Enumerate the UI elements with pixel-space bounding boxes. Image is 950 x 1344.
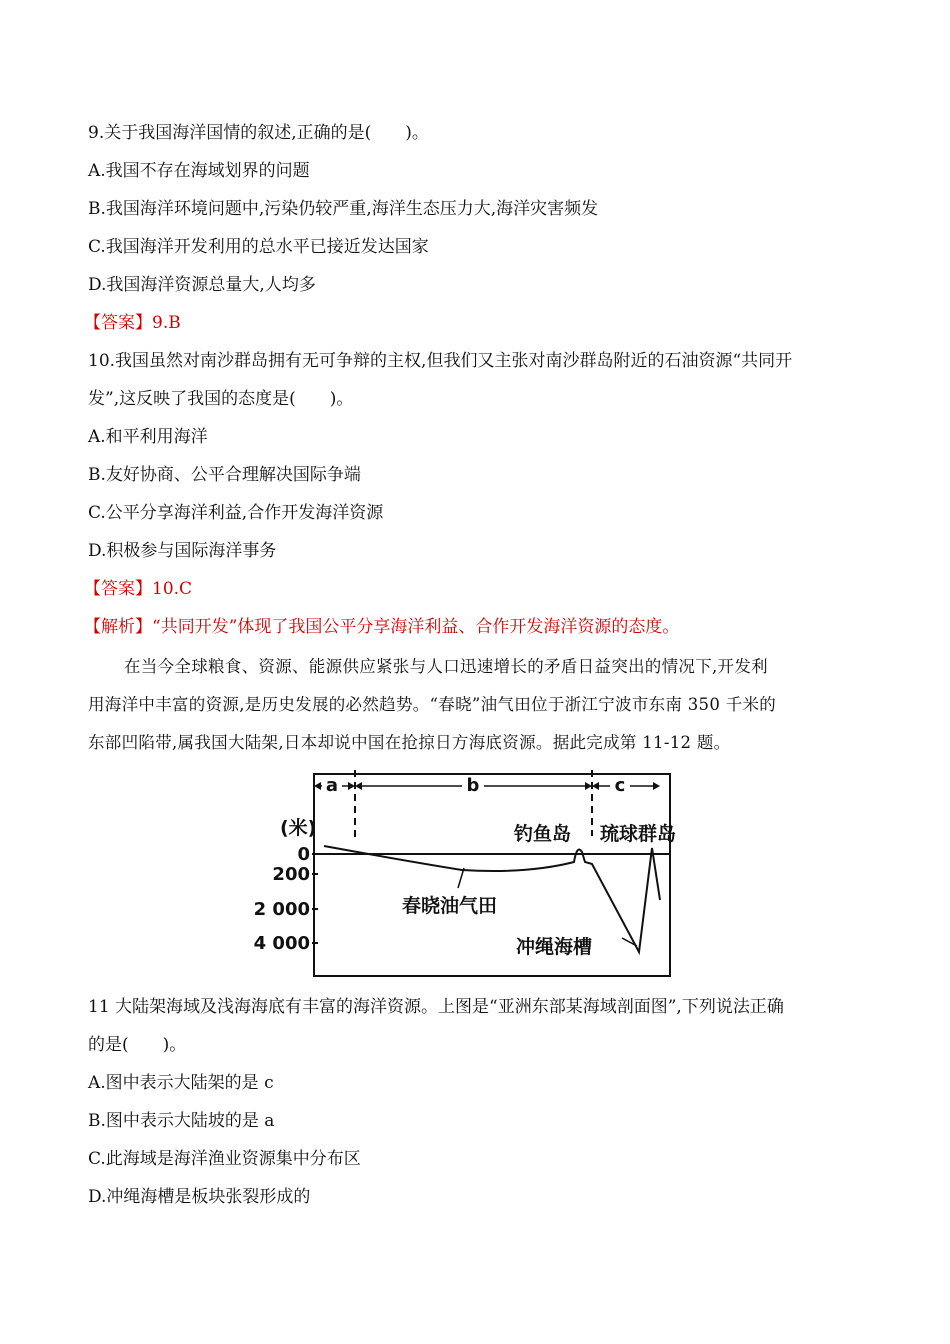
analysis-text: “共同开发”体现了我国公平分享海洋利益、合作开发海洋资源的态度。 [152,617,680,637]
q9-stem: 9.关于我国海洋国情的叙述,正确的是( )。 [88,123,429,143]
unit-label: (米) [280,817,317,839]
ryukyu-label: 琉球群岛 [600,823,677,845]
zone-a-label: a [325,775,339,796]
q10-stem-line2: 发”,这反映了我国的态度是( )。 [88,389,354,409]
q10-analysis [84,616,679,638]
diagram-frame [314,774,670,976]
q11-option-d: D.冲绳海槽是板块张裂形成的 [88,1187,311,1207]
q11-option-a: A.图中表示大陆架的是 c [88,1073,274,1093]
q10-option-c: C.公平分享海洋利益,合作开发海洋资源 [88,503,384,523]
sea-profile-diagram [253,770,677,980]
chunxiao-leader [458,868,464,888]
passage-line2: 用海洋中丰富的资源,是历史发展的必然趋势。“春晓”油气田位于浙江宁波市东南 350 千米的 [88,695,777,714]
q9-option-b: B.我国海洋环境问题中,污染仍较严重,海洋生态压力大,海洋灾害频发 [88,199,599,219]
q11-option-b: B.图中表示大陆坡的是 a [88,1111,275,1131]
zone-b-label: b [466,775,480,796]
q11-stem-line2: 的是( )。 [88,1035,187,1055]
zone-c-label: c [614,775,626,796]
q10-option-b: B.友好协商、公平合理解决国际争端 [88,465,361,485]
answer-tag: 【答案】 [84,579,152,599]
q10-stem-line1: 10.我国虽然对南沙群岛拥有无可争辩的主权,但我们又主张对南沙群岛附近的石油资源“共同开 [88,351,793,371]
passage-line3: 东部凹陷带,属我国大陆架,日本却说中国在抢掠日方海底资源。据此完成第 11-12 题。 [88,733,731,752]
tick-200: 200 [272,864,310,885]
q9-answer [84,312,181,334]
tick-4000: 4 000 [253,933,310,954]
passage-line1: 在当今全球粮食、资源、能源供应紧张与人口迅速增长的矛盾日益突出的情况下,开发利 [124,657,768,676]
analysis-tag: 【解析】 [84,617,152,637]
q11-stem-line1: 11 大陆架海域及浅海海底有丰富的海洋资源。上图是“亚洲东部某海域剖面图”,下列说法正确 [88,997,784,1017]
tick-0: 0 [297,844,310,865]
diaoyu-label: 钓鱼岛 [514,823,572,845]
okinawa-label: 冲绳海槽 [516,936,593,958]
q10-option-d: D.积极参与国际海洋事务 [88,541,277,561]
answer-tag: 【答案】 [84,313,152,333]
q10-option-a: A.和平利用海洋 [88,427,208,447]
q9-option-c: C.我国海洋开发利用的总水平已接近发达国家 [88,237,429,257]
q10-answer [84,578,192,600]
q11-option-c: C.此海域是海洋渔业资源集中分布区 [88,1149,361,1169]
answer-value: 10.C [152,579,193,599]
chunxiao-label: 春晓油气田 [402,895,498,917]
q9-option-a: A.我国不存在海域划界的问题 [88,161,310,181]
answer-value: 9.B [152,313,181,333]
q9-option-d: D.我国海洋资源总量大,人均多 [88,275,316,295]
tick-2000: 2 000 [253,899,310,920]
